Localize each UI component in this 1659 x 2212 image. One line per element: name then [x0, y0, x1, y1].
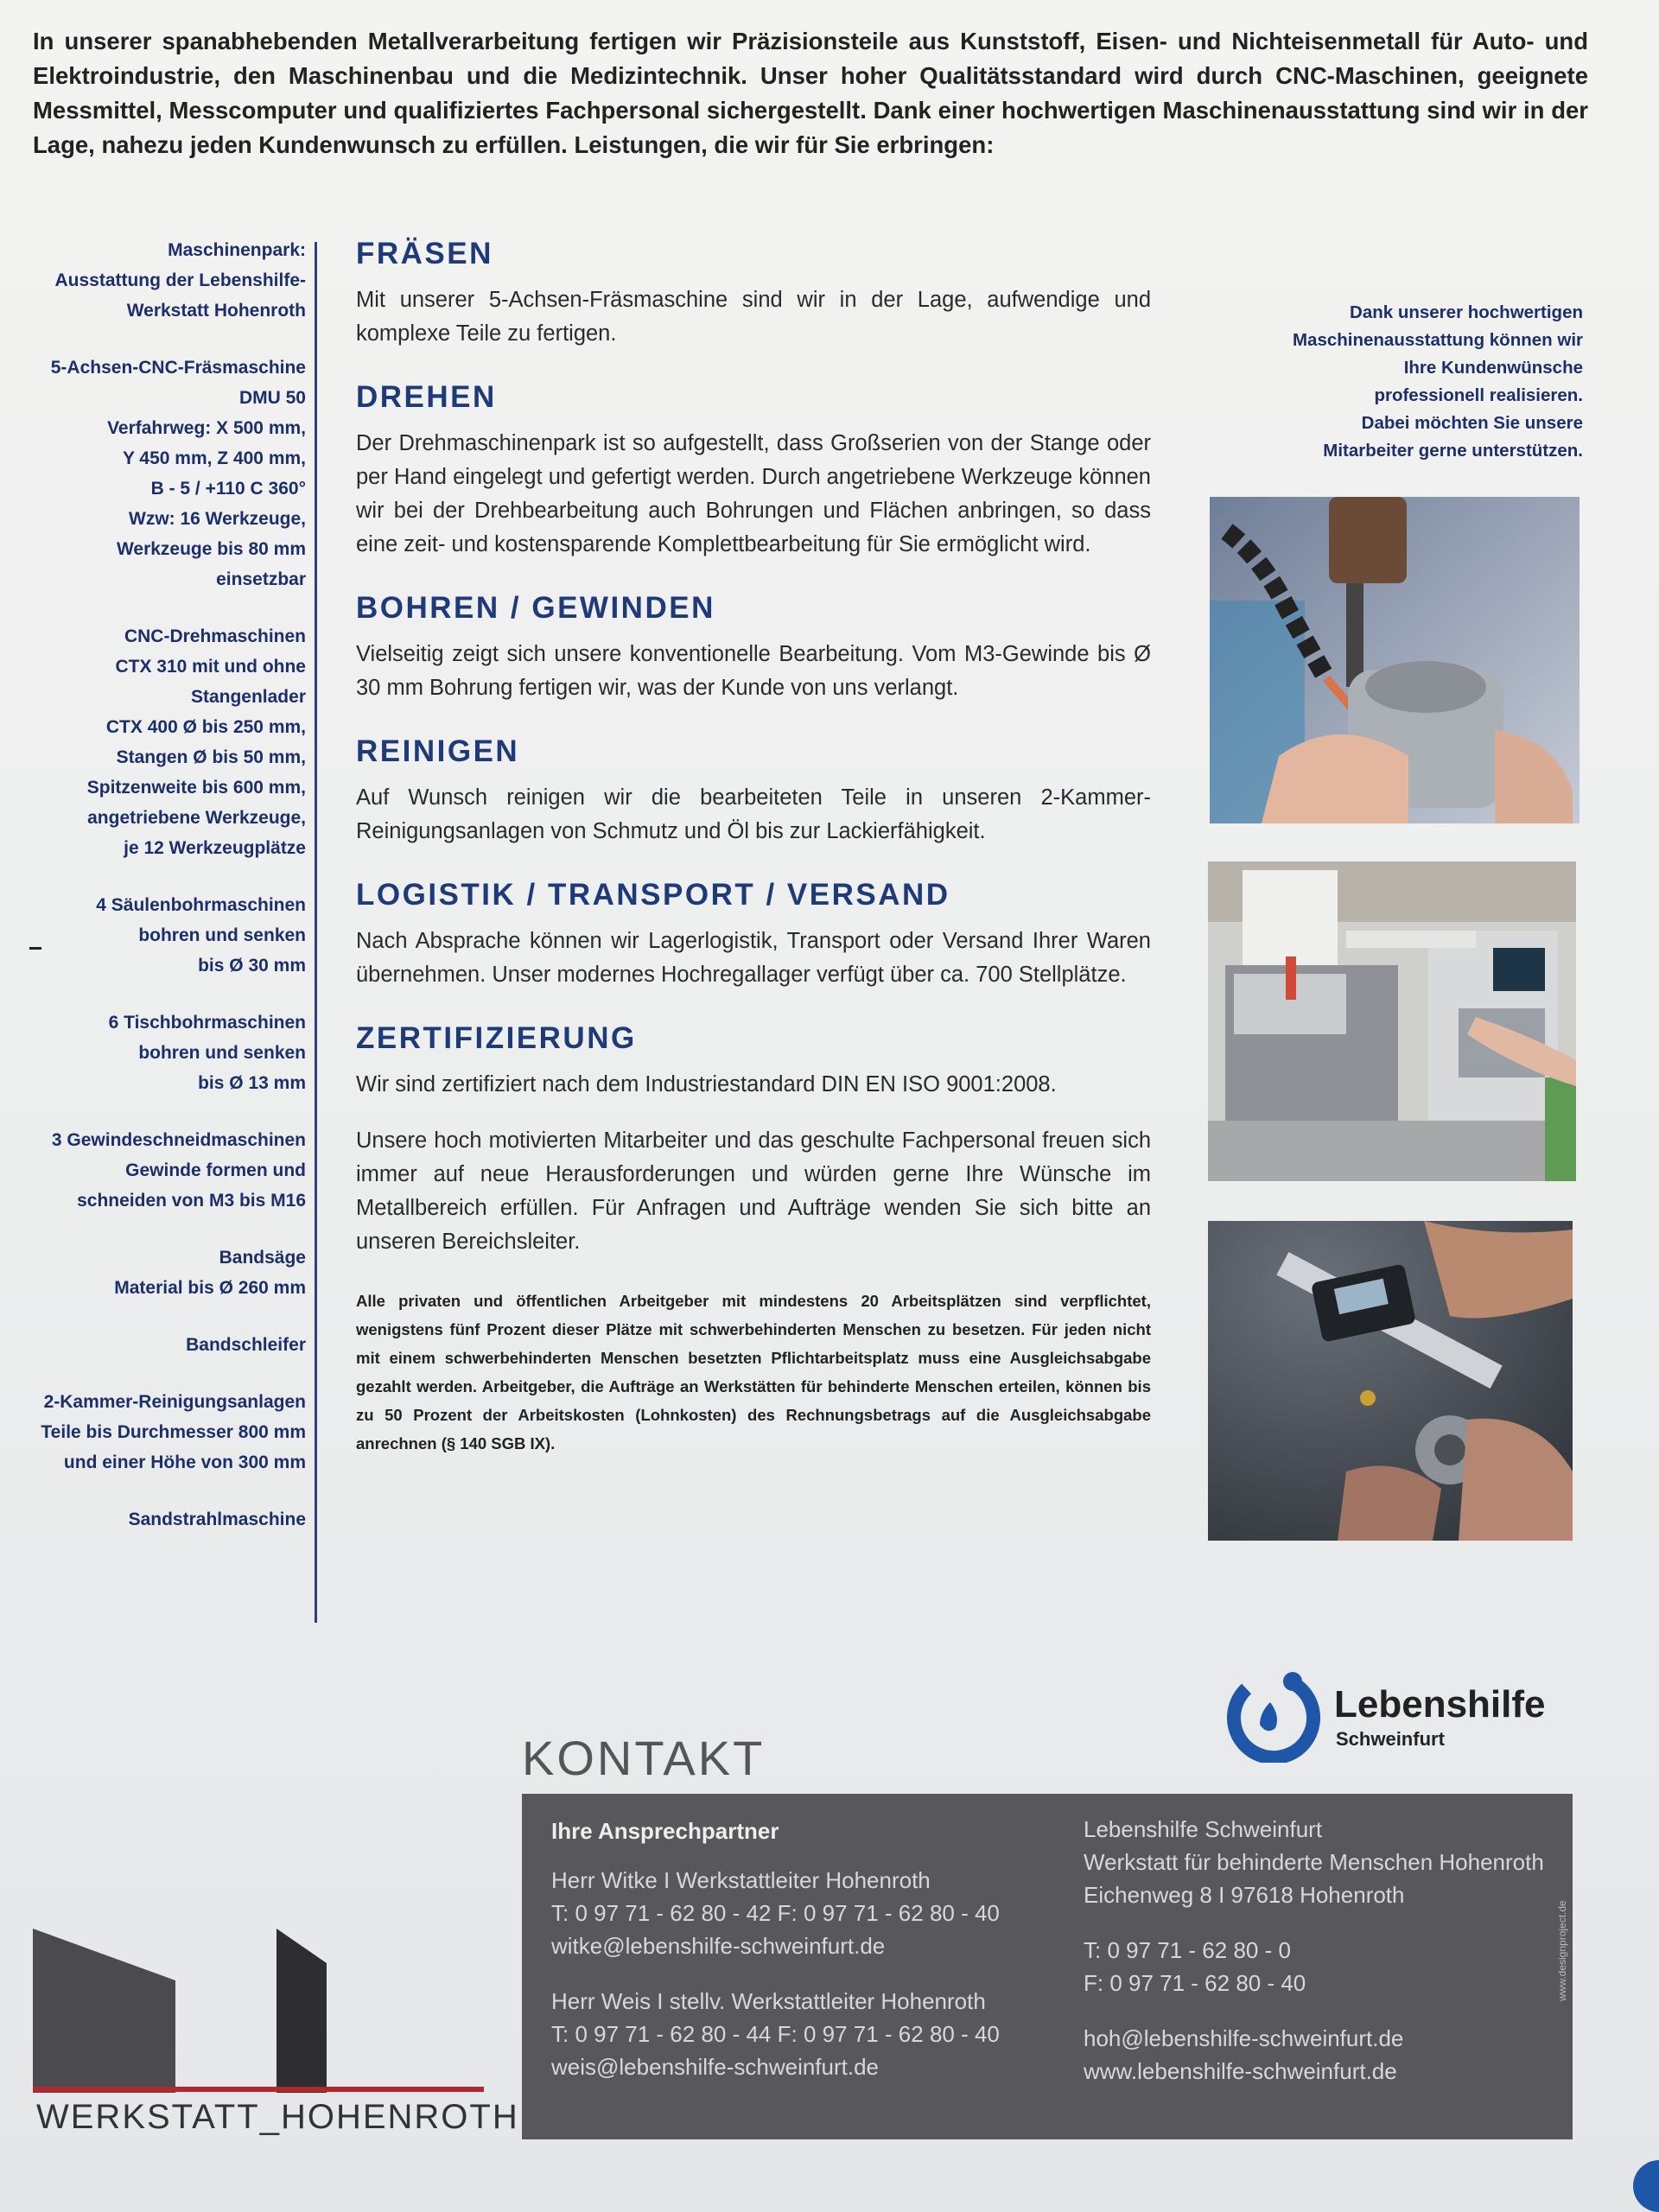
section-text: Mit unserer 5-Achsen-Fräsmaschine sind wir in der Lage, aufwendige und komplexe Teile zu fertigen. — [356, 288, 1151, 346]
closing-paragraph: Unsere hoch motivierten Mitarbeiter und das geschulte Fachpersonal freuen sich immer auf neue Herausforderungen und würden gerne Ihre Wünsche im Metallbereich erfüllen. Für Anfragen und Aufträge wenden Sie sich bitte an unseren Bereichsleiter. — [356, 1128, 1151, 1254]
sidebar-line: Bandschleifer — [186, 1335, 306, 1355]
org-website-link[interactable]: www.lebenshilfe-schweinfurt.de — [1084, 2058, 1397, 2084]
section-title: LOGISTIK / TRANSPORT / VERSAND — [356, 878, 950, 912]
right-note-line: Ihre Kundenwünsche — [1403, 358, 1583, 378]
section-text: Vielseitig zeigt sich unsere konventionelle Bearbeitung. Vom M3-Gewinde bis Ø 30 mm Bohrung fertigen wir, was der Kunde von uns verlangt. — [356, 642, 1151, 700]
section-title: REINIGEN — [356, 734, 520, 768]
machine-park-sidebar — [17, 235, 306, 1561]
sidebar-line: CTX 310 mit und ohne — [115, 657, 306, 677]
section-fraesen — [356, 233, 1151, 351]
sidebar-line: B - 5 / +110 C 360° — [150, 479, 306, 499]
contact-persons-heading: Ihre Ansprechpartner — [551, 1818, 779, 1844]
section-title: DREHEN — [356, 380, 497, 414]
sidebar-line: Maschinenpark: — [168, 240, 306, 260]
org-department: Werkstatt für behinderte Menschen Hohenroth — [1084, 1849, 1544, 1875]
section-text: Wir sind zertifiziert nach dem Industriestandard DIN EN ISO 9001:2008. — [356, 1072, 1057, 1096]
right-note-line: Maschinenausstattung können wir — [1292, 330, 1583, 350]
sidebar-block — [17, 1007, 306, 1098]
section-text: Nach Absprache können wir Lagerlogistik, Transport oder Versand Ihrer Waren übernehmen. Unser modernes Hochregallager verfügt über ca. 700 Stellplätze. — [356, 929, 1151, 987]
sidebar-line: 5-Achsen-CNC-Fräsmaschine — [50, 358, 306, 378]
sidebar-line: bohren und senken — [138, 925, 306, 945]
closing-block — [356, 1124, 1151, 1458]
person-email-link[interactable]: witke@lebenshilfe-schweinfurt.de — [551, 1933, 886, 1959]
person-phone: T: 0 97 71 - 62 80 - 42 F: 0 97 71 - 62 80 - 40 — [551, 1900, 1000, 1926]
org-address: Eichenweg 8 I 97618 Hohenroth — [1084, 1882, 1405, 1908]
right-note-line: Dank unserer hochwertigen — [1350, 302, 1583, 322]
person-phone: T: 0 97 71 - 62 80 - 44 F: 0 97 71 - 62 80 - 40 — [551, 2021, 1000, 2047]
design-credit: www.designproject.de — [1556, 1900, 1568, 2001]
logo-subtitle: Schweinfurt — [1336, 1728, 1445, 1750]
sidebar-line: Werkzeuge bis 80 mm — [116, 539, 306, 559]
sidebar-line: Teile bis Durchmesser 800 mm — [41, 1422, 306, 1442]
section-text: Auf Wunsch reinigen wir die bearbeiteten Teile in unseren 2-Kammer-Reinigungsanlagen von Schmutz und Öl bis zur Lackierfähigkeit. — [356, 785, 1151, 843]
sidebar-line: bis Ø 13 mm — [198, 1073, 306, 1093]
sidebar-line: Stangenlader — [190, 687, 306, 707]
section-title: BOHREN / GEWINDEN — [356, 591, 715, 625]
sidebar-line: Ausstattung der Lebenshilfe- — [54, 270, 306, 290]
sidebar-line: Gewinde formen und — [125, 1160, 306, 1180]
sidebar-block — [17, 621, 306, 863]
person-name: Herr Weis I stellv. Werkstattleiter Hohenroth — [551, 1988, 986, 2014]
sidebar-line: je 12 Werkzeugplätze — [124, 838, 306, 858]
contact-heading: KONTAKT — [522, 1731, 766, 1785]
contact-persons — [551, 1818, 1070, 2083]
sidebar-line: und einer Höhe von 300 mm — [63, 1452, 306, 1472]
sidebar-line: DMU 50 — [238, 388, 306, 408]
right-note-line: Mitarbeiter gerne unterstützen. — [1323, 441, 1583, 461]
org-name: Lebenshilfe Schweinfurt — [1084, 1816, 1323, 1842]
sidebar-line: CTX 400 Ø bis 250 mm, — [105, 717, 306, 737]
sidebar-divider — [315, 242, 317, 1623]
werkstatt-hohenroth-logo — [33, 1929, 519, 2145]
sidebar-line: angetriebene Werkzeuge, — [87, 808, 306, 828]
contact-box — [522, 1794, 1573, 2139]
werkstatt-building-icon — [33, 1929, 491, 2093]
sidebar-line: Stangen Ø bis 50 mm, — [116, 747, 306, 767]
sidebar-line: Verfahrweg: X 500 mm, — [107, 418, 306, 438]
sidebar-line: einsetzbar — [216, 569, 306, 589]
sidebar-line: bohren und senken — [138, 1043, 306, 1063]
photo-cnc-machine — [1208, 861, 1576, 1181]
right-note-line: professionell realisieren. — [1374, 385, 1583, 405]
section-drehen — [356, 377, 1151, 562]
org-fax: F: 0 97 71 - 62 80 - 40 — [1084, 1970, 1306, 1996]
sidebar-block — [17, 235, 306, 326]
sidebar-line: schneiden von M3 bis M16 — [77, 1191, 306, 1211]
corner-tab-mark — [1633, 2160, 1659, 2212]
sidebar-block — [17, 353, 306, 594]
lebenshilfe-logo — [1225, 1668, 1588, 1763]
sidebar-block — [17, 1330, 306, 1360]
organization-contact — [1084, 1813, 1550, 2088]
sidebar-line: 3 Gewindeschneidmaschinen — [51, 1130, 306, 1150]
sidebar-line: bis Ø 30 mm — [198, 956, 306, 976]
section-title: ZERTIFIZIERUNG — [356, 1021, 637, 1055]
sidebar-block — [17, 1243, 306, 1303]
sidebar-line: 6 Tischbohrmaschinen — [108, 1013, 306, 1033]
sidebar-block — [17, 890, 306, 981]
section-logistik — [356, 874, 1151, 992]
sidebar-line: Sandstrahlmaschine — [128, 1510, 306, 1529]
sidebar-line: 4 Säulenbohrmaschinen — [96, 895, 306, 915]
photo-drilling — [1210, 497, 1580, 823]
photo-caliper-measuring — [1208, 1221, 1573, 1541]
org-email-link[interactable]: hoh@lebenshilfe-schweinfurt.de — [1084, 2025, 1404, 2051]
section-text: Der Drehmaschinenpark ist so aufgestellt, dass Großserien von der Stange oder per Hand eingelegt und gefertigt werden. Durch angetriebene Werkzeuge können wir bei der Drehbearbeitung auch Bohrungen und Flächen anbringen, so dass eine zeit- und kostensparende Komplettbearbeitung für Sie ermöglicht wird. — [356, 431, 1151, 556]
margin-mark — [29, 947, 41, 950]
sidebar-line: Werkstatt Hohenroth — [126, 301, 306, 321]
sidebar-line: 2-Kammer-Reinigungsanlagen — [43, 1392, 306, 1412]
org-phone: T: 0 97 71 - 62 80 - 0 — [1084, 1937, 1291, 1963]
sidebar-block — [17, 1125, 306, 1216]
sidebar-line: Spitzenweite bis 600 mm, — [86, 778, 306, 798]
services-column — [356, 233, 1151, 1458]
logo-name: Lebenshilfe — [1334, 1683, 1546, 1726]
sidebar-block — [17, 1504, 306, 1535]
right-side-note — [1220, 299, 1583, 465]
section-bohren-gewinden — [356, 588, 1151, 705]
section-reinigen — [356, 731, 1151, 849]
sidebar-line: Bandsäge — [219, 1248, 306, 1268]
werkstatt-label: WERKSTATT_HOHENROTH — [36, 2098, 519, 2136]
intro-paragraph: In unserer spanabhebenden Metallverarbeitung fertigen wir Präzisionsteile aus Kunststoff, Eisen- und Nichteisenmetall für Auto- und Elektroindustrie, den Maschinenbau und die Medizintechnik. Unser hoher Qualitätsstandard wird durch CNC-Maschinen, geeignete Messmittel, Messcomputer und qualifiziertes Fachpersonal sichergestellt. Dank einer hochwertigen Maschinenausstattung sind wir in der Lage, nahezu jeden Kundenwunsch zu erfüllen. Leistungen, die wir für Sie erbringen: — [33, 28, 1588, 158]
person-email-link[interactable]: weis@lebenshilfe-schweinfurt.de — [551, 2054, 880, 2080]
right-note-line: Dabei möchten Sie unsere — [1361, 413, 1583, 433]
legal-note: Alle privaten und öffentlichen Arbeitgeber mit mindestens 20 Arbeitsplätzen sind verpflichtet, wenigstens fünf Prozent dieser Plätze mit schwerbehinderten Menschen zu besetzen. Für jeden nicht mit einem schwerbehinderten Menschen besetzten Pflichtarbeitsplatz muss eine Ausgleichsabgabe gezahlt werden. Arbeitgeber, die Aufträge an Werkstätten für behinderte Menschen erteilen, können bis zu 50 Prozent der Arbeitskosten (Lohnkosten) des Rechnungsbetrags auf die Ausgleichsabgabe anrechnen (§ 140 SGB IX). — [356, 1292, 1151, 1452]
sidebar-line: Wzw: 16 Werkzeuge, — [129, 509, 306, 529]
sidebar-line: Y 450 mm, Z 400 mm, — [122, 448, 306, 468]
sidebar-block — [17, 1387, 306, 1478]
sidebar-line: CNC-Drehmaschinen — [124, 626, 306, 646]
section-title: FRÄSEN — [356, 237, 493, 270]
sidebar-line: Material bis Ø 260 mm — [114, 1278, 306, 1298]
lebenshilfe-emblem-icon — [1225, 1668, 1327, 1763]
section-zertifizierung — [356, 1018, 1151, 1102]
person-name: Herr Witke I Werkstattleiter Hohenroth — [551, 1867, 931, 1893]
